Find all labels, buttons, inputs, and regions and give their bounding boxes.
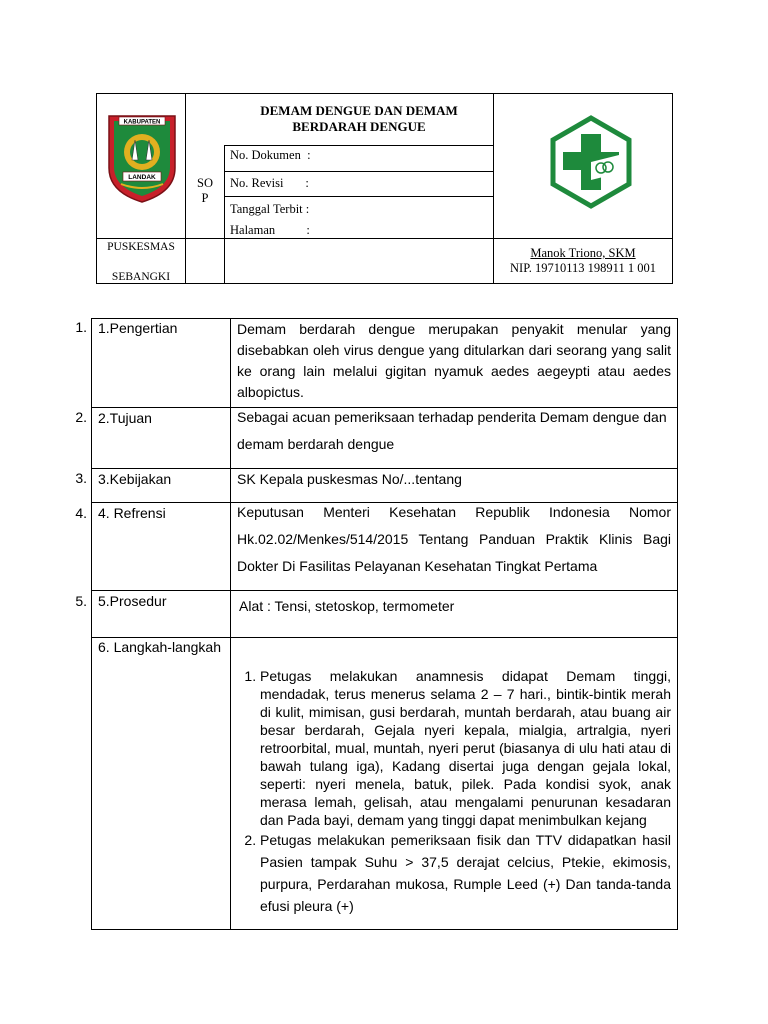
steps-list bbox=[236, 667, 671, 917]
text-pengertian: Demam berdarah dengue merupakan penyakit menular yang disebabkan oleh virus dengue yang ditularkan dari seorang yang salit ke orang lain melalui gigitan nyamuk aedes aegeypti atau aedes albopictus. bbox=[237, 321, 671, 400]
row-number-2: 2. bbox=[75, 409, 87, 425]
label-prosedur: 5.Prosedur bbox=[98, 593, 167, 609]
text-kebijakan: SK Kepala puskesmas No/...tentang bbox=[237, 471, 462, 487]
text-refrensi: Keputusan Menteri Kesehatan Republik Indonesia Nomor Hk.02.02/Menkes/514/2015 Tentang Panduan Praktik Klinis Bagi Dokter Di Fasilitas Pelayanan Kesehatan Tingkat Pertama bbox=[237, 504, 671, 574]
title-line-1: DEMAM DENGUE DAN DEMAM bbox=[260, 103, 458, 118]
org-line-2: SEBANGKI bbox=[111, 271, 171, 283]
text-tujuan: Sebagai acuan pemeriksaan terhadap penderita Demam dengue dan demam berdarah dengue bbox=[237, 409, 667, 452]
title-line-2: BERDARAH DENGUE bbox=[292, 119, 426, 134]
row-number-3: 3. bbox=[75, 470, 87, 486]
field-tanggal-terbit: Tanggal Terbit : bbox=[230, 202, 310, 216]
field-no-revisi: No. Revisi : bbox=[230, 176, 309, 190]
seal-top-text: KABUPATEN bbox=[123, 119, 161, 126]
sop-line-2: P bbox=[201, 191, 209, 205]
document-title bbox=[225, 103, 493, 135]
label-pengertian: 1.Pengertian bbox=[98, 320, 178, 336]
field-halaman: Halaman : bbox=[230, 223, 310, 237]
puskesmas-logo-icon bbox=[543, 114, 639, 210]
org-name bbox=[97, 239, 185, 285]
seal-bottom-text: LANDAK bbox=[128, 174, 156, 181]
sop-line-1: SO bbox=[197, 176, 213, 190]
row-number-5: 5. bbox=[75, 593, 87, 609]
signer-block bbox=[494, 246, 672, 276]
sop-label bbox=[186, 176, 224, 206]
org-line-1: PUSKESMAS bbox=[107, 241, 175, 253]
label-tujuan: 2.Tujuan bbox=[98, 410, 152, 426]
signer-nip: NIP. 19710113 198911 1 001 bbox=[510, 261, 656, 275]
label-langkah: 6. Langkah-langkah bbox=[98, 639, 221, 655]
sop-content-table bbox=[91, 318, 678, 930]
label-kebijakan: 3.Kebijakan bbox=[98, 471, 172, 487]
document-header bbox=[96, 93, 673, 284]
signer-name: Manok Triono, SKM bbox=[530, 246, 636, 260]
label-refrensi: 4. Refrensi bbox=[98, 505, 166, 521]
step-item-2: 2. Petugas melakukan pemeriksaan fisik dan TTV didapatkan hasil Pasien tampak Suhu > 37,5 derajat celcius, Ptekie, ekimosis, purpura, Perdarahan mukosa, Rumple Leed (+) Dan tanda-tanda efusi pleura (+) bbox=[260, 829, 671, 917]
row-number-4: 4. bbox=[75, 505, 87, 521]
text-prosedur: Alat : Tensi, stetoskop, termometer bbox=[239, 598, 455, 614]
step-item-1: 1. Petugas melakukan anamnesis didapat Demam tinggi, mendadak, terus menerus selama 2 – 7 hari., bintik-bintik merah di kulit, mimisan, gusi berdarah, muntah berdarah, atau buang air besar berdarah, Gejala nyeri kepala, mialgia, artralgia, nyeri retroorbital, mual, muntah, nyeri perut (biasanya di ulu hati atau di bawah tulang iga), Kadang disertai juga dengan gejala lokal, seperti: nyeri menela, batuk, pilek. Pada kondisi syok, anak merasa lemah, gelisah, atau mengalami penurunan kesadaran dan Pada bayi, demam yang tinggi dapat menimbulkan kejang bbox=[260, 667, 671, 829]
row-number-1: 1. bbox=[75, 319, 87, 335]
field-no-dokumen: No. Dokumen : bbox=[230, 148, 311, 162]
regency-seal-icon bbox=[105, 110, 179, 206]
